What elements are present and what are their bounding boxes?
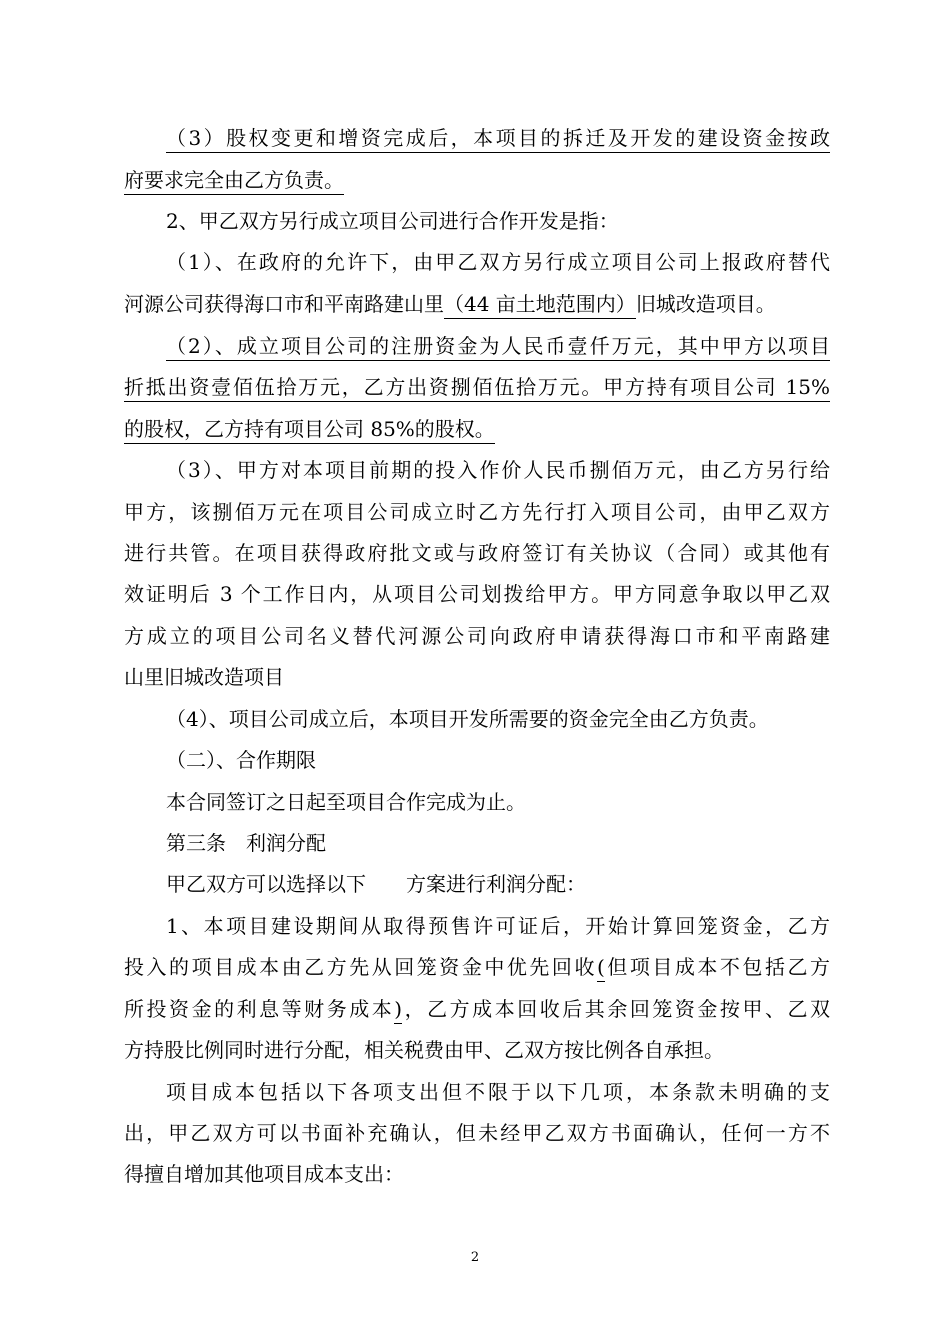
underlined-text: 折抵出资壹佰伍拾万元，乙方出资捌佰伍拾万元。甲方持有项目公司 15%	[124, 375, 830, 402]
paragraph-line	[166, 248, 830, 276]
paragraph-line	[124, 1160, 830, 1188]
paragraph-line	[124, 1119, 830, 1147]
line-text: 旧城改造项目。	[635, 292, 776, 316]
line-text: 出，甲乙双方可以书面补充确认，但未经甲乙双方书面确认，任何一方不	[124, 1121, 830, 1145]
paragraph-line	[166, 870, 872, 898]
line-text: 投入的项目成本由乙方先从回笼资金中优先回收	[124, 955, 597, 979]
underlined-text: （3）股权变更和增资完成后，本项目的拆迁及开发的建设资金按政	[166, 126, 830, 153]
paragraph-line	[124, 953, 830, 981]
underlined-text: (	[597, 955, 605, 982]
paragraph-line	[124, 995, 830, 1023]
paragraph-line	[166, 705, 872, 733]
line-text: （3）、甲方对本项目前期的投入作价人民币捌佰万元，由乙方另行给	[166, 458, 830, 482]
line-text: 2、甲乙双方另行成立项目公司进行合作开发是指：	[166, 209, 619, 233]
line-text: 方持股比例同时进行分配，相关税费由甲、乙双方按比例各自承担。	[124, 1038, 724, 1062]
line-text: 所投资金的利息等财务成本	[124, 997, 395, 1021]
paragraph-line	[166, 124, 830, 152]
line-text: （1）、在政府的允许下，由甲乙双方另行成立项目公司上报政府替代	[166, 250, 830, 274]
paragraph-line	[124, 498, 830, 526]
paragraph-line	[124, 290, 830, 318]
paragraph-line	[124, 663, 830, 691]
line-text: 效证明后 3 个工作日内，从项目公司划拨给甲方。甲方同意争取以甲乙双	[124, 582, 830, 606]
paragraph-line	[124, 373, 830, 401]
paragraph-line	[124, 580, 830, 608]
underlined-text: 的股权，乙方持有项目公司 85%的股权。	[124, 417, 495, 444]
paragraph-line	[166, 1078, 830, 1106]
line-text: （二）、合作期限	[166, 748, 316, 772]
paragraph-line	[124, 622, 830, 650]
line-text: 本合同签订之日起至项目合作完成为止。	[166, 790, 526, 814]
paragraph-line	[124, 415, 830, 443]
underlined-text: （2）、成立项目公司的注册资金为人民币壹仟万元，其中甲方以项目	[166, 334, 830, 361]
line-text: 项目成本包括以下各项支出但不限于以下几项，本条款未明确的支	[166, 1080, 830, 1104]
paragraph-line	[166, 912, 830, 940]
line-text: 甲乙双方可以选择以下 方案进行利润分配：	[166, 872, 586, 896]
line-text: 方成立的项目公司名义替代河源公司向政府申请获得海口市和平南路建	[124, 624, 830, 648]
page-number: 2	[470, 1250, 480, 1265]
underlined-text: （44 亩土地范围内）	[444, 292, 636, 319]
paragraph-line	[124, 539, 830, 567]
line-text: 甲方，该捌佰万元在项目公司成立时乙方先行打入项目公司，由甲乙双方	[124, 500, 830, 524]
line-text: 但项目成本不包括乙方	[604, 955, 831, 979]
line-text: （4）、项目公司成立后，本项目开发所需要的资金完全由乙方负责。	[166, 707, 769, 731]
line-text: 第三条 利润分配	[166, 831, 326, 855]
paragraph-line	[166, 788, 872, 816]
paragraph-line	[166, 456, 830, 484]
section-heading	[166, 746, 872, 774]
line-text: 1、本项目建设期间从取得预售许可证后，开始计算回笼资金，乙方	[166, 914, 830, 938]
underlined-text: )	[394, 997, 402, 1024]
line-text: ，乙方成本回收后其余回笼资金按甲、乙双	[402, 997, 831, 1021]
line-text: 河源公司获得海口市和平南路建山里	[124, 292, 444, 316]
article-heading	[166, 829, 872, 857]
line-text: 进行共管。在项目获得政府批文或与政府签订有关协议（合同）或其他有	[124, 541, 830, 565]
paragraph-line	[124, 1036, 830, 1064]
line-text: 山里旧城改造项目	[124, 665, 284, 689]
paragraph-line	[166, 207, 872, 235]
paragraph-line	[124, 166, 830, 194]
underlined-text: 府要求完全由乙方负责。	[124, 168, 344, 195]
paragraph-line	[166, 332, 830, 360]
line-text: 得擅自增加其他项目成本支出：	[124, 1162, 404, 1186]
